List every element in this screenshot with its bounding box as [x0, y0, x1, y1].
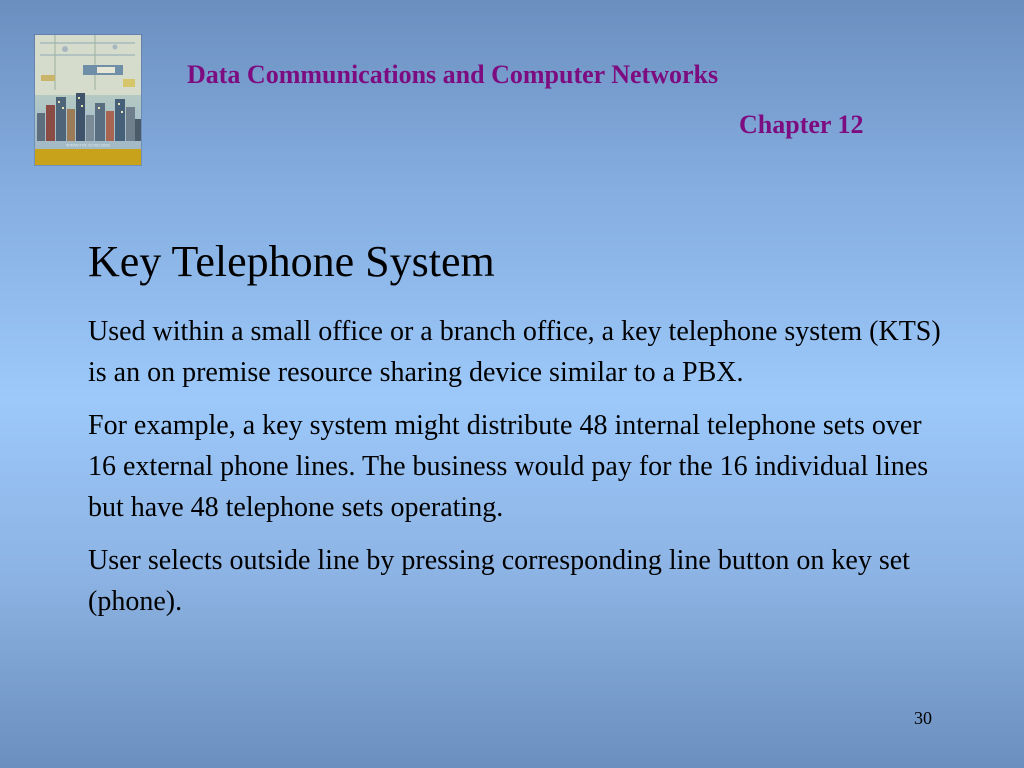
- slide-number: 30: [914, 708, 932, 728]
- cover-artwork: [35, 35, 141, 165]
- chapter-label: Chapter 12: [739, 110, 864, 139]
- book-cover-image: [35, 35, 141, 165]
- cover-text: INTERACTIVE CD INCLUDED: [66, 143, 110, 148]
- cover-band: [35, 149, 141, 165]
- body-paragraph: User selects outside line by pressing corresponding line button on key set (phone).: [88, 545, 910, 617]
- book-title: Data Communications and Computer Networks: [187, 60, 719, 89]
- slide-title: Key Telephone System: [88, 237, 495, 286]
- slide-body: [88, 311, 948, 634]
- body-paragraph: Used within a small office or a branch office, a key telephone system (KTS) is an on premise resource sharing device similar to a PBX.: [88, 316, 941, 388]
- body-paragraph: For example, a key system might distribute 48 internal telephone sets over 16 external phone lines. The business would pay for the 16 individual lines but have 48 telephone sets operating.: [88, 410, 929, 523]
